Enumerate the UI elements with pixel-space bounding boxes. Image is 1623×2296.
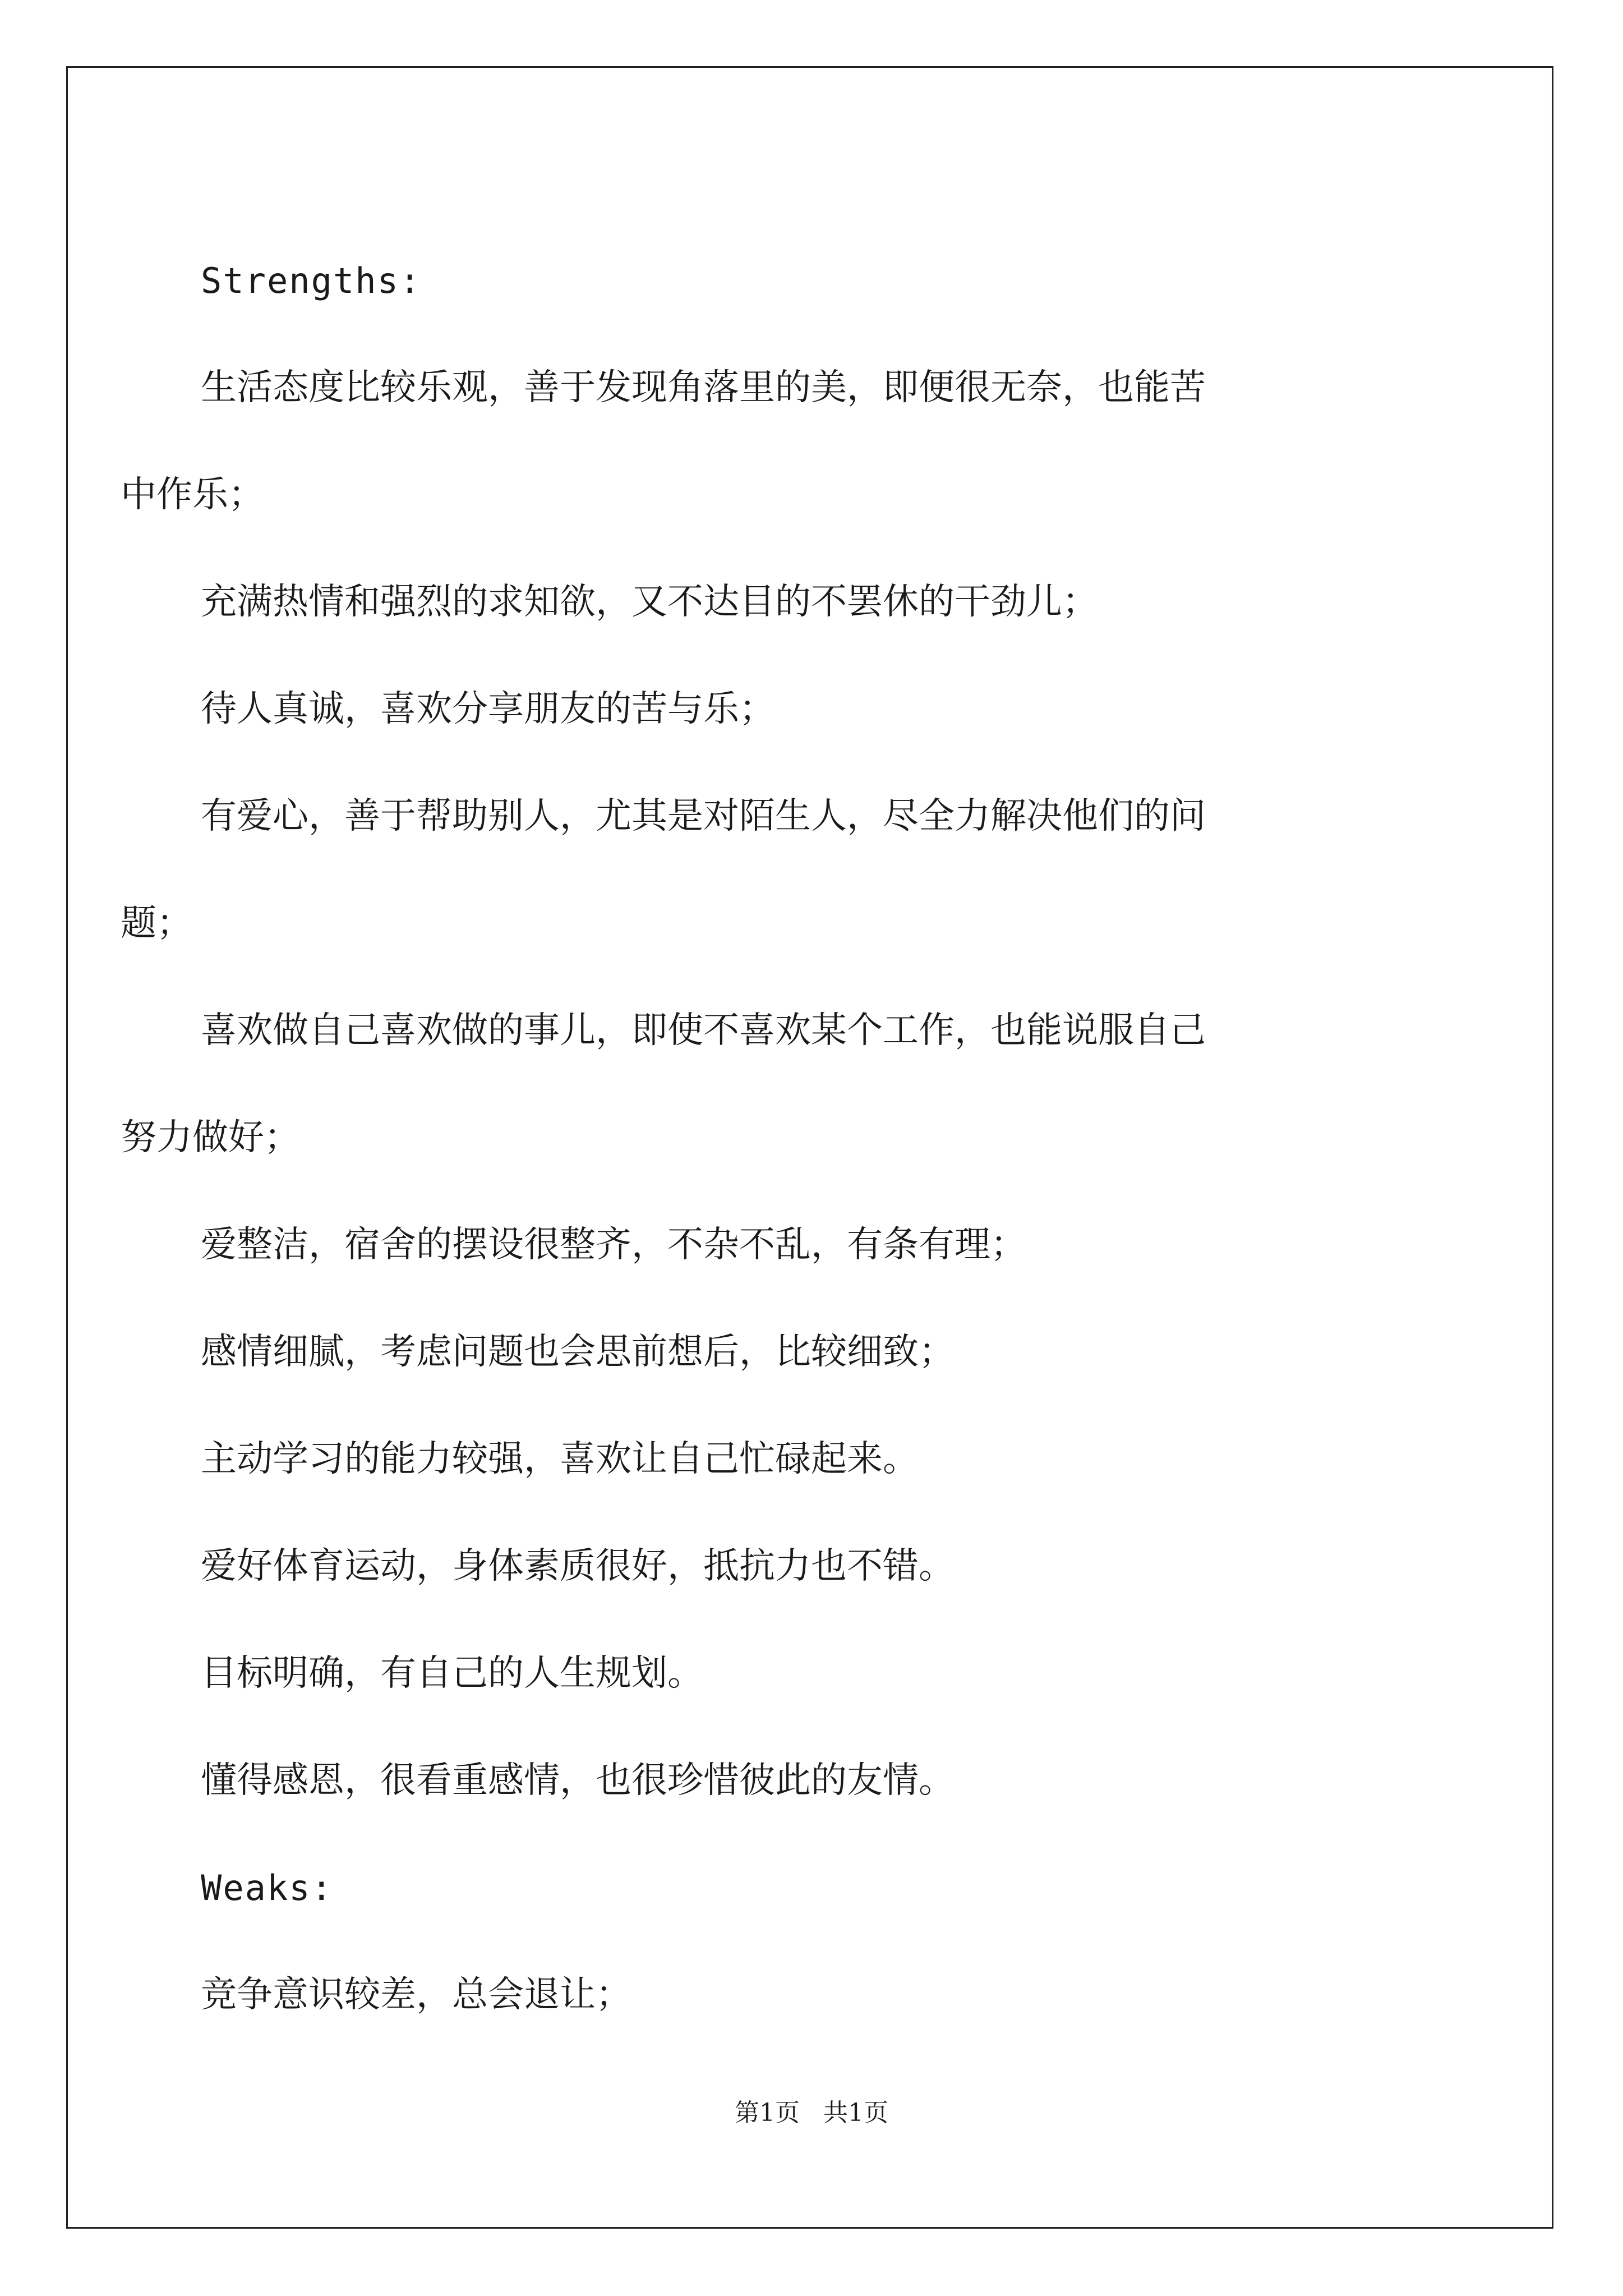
paragraph-sensitivity: 感情细腻，考虑问题也会思前想后，比较细致； (201, 1331, 955, 1373)
paragraph-sincerity: 待人真诚，喜欢分享朋友的苦与乐； (201, 688, 775, 730)
paragraph-self-learning: 主动学习的能力较强，喜欢让自己忙碌起来。 (201, 1438, 919, 1480)
page-number: 第1页 (735, 2099, 800, 2127)
paragraph-optimism-continued: 中作乐； (121, 474, 264, 516)
paragraph-passion: 充满热情和强烈的求知欲，又不达目的不罢休的干劲儿； (201, 581, 1098, 623)
paragraph-kindness: 有爱心，善于帮助别人，尤其是对陌生人，尽全力解决他们的问 (201, 795, 1206, 837)
paragraph-optimism: 生活态度比较乐观，善于发现角落里的美，即便很无奈，也能苦 (201, 367, 1206, 408)
page-total: 共1页 (823, 2099, 888, 2127)
paragraph-competition: 竞争意识较差，总会退让； (201, 1974, 631, 2016)
page-footer (0, 2092, 1623, 2128)
weaks-heading: Weaks: (201, 1867, 333, 1908)
paragraph-diligence-continued: 努力做好； (121, 1117, 300, 1158)
paragraph-gratitude: 懂得感恩，很看重感情，也很珍惜彼此的友情。 (201, 1760, 955, 1801)
paragraph-tidiness: 爱整洁，宿舍的摆设很整齐，不杂不乱，有条有理； (201, 1224, 1026, 1266)
strengths-heading: Strengths: (201, 260, 422, 301)
document-body (121, 227, 1435, 2049)
paragraph-diligence: 喜欢做自己喜欢做的事儿，即使不喜欢某个工作，也能说服自己 (201, 1010, 1206, 1051)
paragraph-goals: 目标明确，有自己的人生规划。 (201, 1653, 703, 1694)
paragraph-kindness-continued: 题； (121, 903, 192, 944)
paragraph-sports: 爱好体育运动，身体素质很好，抵抗力也不错。 (201, 1545, 955, 1587)
